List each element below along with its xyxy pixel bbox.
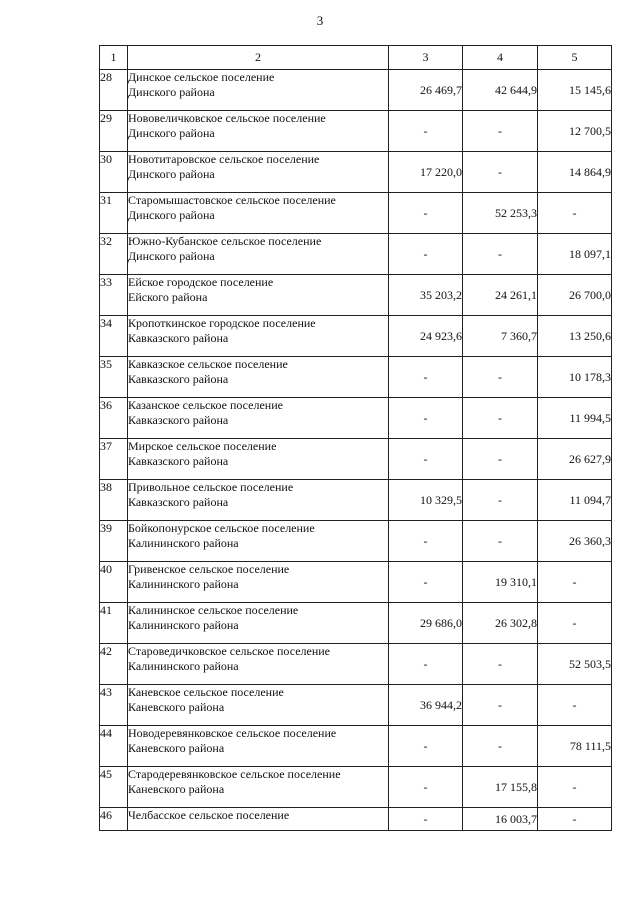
column-header: 4 <box>463 46 538 70</box>
value-col-5: 10 178,3 <box>538 357 612 398</box>
value-col-5: - <box>538 603 612 644</box>
row-number: 28 <box>100 70 128 111</box>
value-col-3: 29 686,0 <box>389 603 463 644</box>
settlement-name: Бойкопонурское сельское поселение Калининского района <box>128 521 389 562</box>
value-col-4: - <box>463 685 538 726</box>
value-col-4: 52 253,3 <box>463 193 538 234</box>
settlement-name: Казанское сельское поселение Кавказского района <box>128 398 389 439</box>
settlement-name: Стародеревянковское сельское поселение Каневского района <box>128 767 389 808</box>
value-col-4: 7 360,7 <box>463 316 538 357</box>
value-col-3: - <box>389 398 463 439</box>
settlement-name: Челбасское сельское поселение <box>128 808 389 831</box>
value-col-4: - <box>463 152 538 193</box>
table-row <box>100 767 612 808</box>
value-col-5: 14 864,9 <box>538 152 612 193</box>
table-body <box>100 70 612 831</box>
table-row <box>100 808 612 831</box>
value-col-3: 36 944,2 <box>389 685 463 726</box>
settlement-name: Новотитаровское сельское поселение Динского района <box>128 152 389 193</box>
value-col-5: 26 360,3 <box>538 521 612 562</box>
row-number: 35 <box>100 357 128 398</box>
value-col-4: 16 003,7 <box>463 808 538 831</box>
value-col-5: 18 097,1 <box>538 234 612 275</box>
value-col-3: 35 203,2 <box>389 275 463 316</box>
table-row <box>100 562 612 603</box>
value-col-5: 11 994,5 <box>538 398 612 439</box>
row-number: 41 <box>100 603 128 644</box>
settlement-name: Кропоткинское городское поселение Кавказского района <box>128 316 389 357</box>
row-number: 31 <box>100 193 128 234</box>
value-col-3: 17 220,0 <box>389 152 463 193</box>
value-col-5: - <box>538 767 612 808</box>
value-col-5: 12 700,5 <box>538 111 612 152</box>
row-number: 36 <box>100 398 128 439</box>
value-col-4: - <box>463 111 538 152</box>
row-number: 38 <box>100 480 128 521</box>
value-col-5: 11 094,7 <box>538 480 612 521</box>
table-row <box>100 70 612 111</box>
value-col-4: 19 310,1 <box>463 562 538 603</box>
table-header-row <box>100 46 612 70</box>
table-row <box>100 726 612 767</box>
value-col-4: - <box>463 439 538 480</box>
row-number: 33 <box>100 275 128 316</box>
table-row <box>100 275 612 316</box>
settlement-name: Калининское сельское поселение Калининского района <box>128 603 389 644</box>
value-col-5: 52 503,5 <box>538 644 612 685</box>
row-number: 40 <box>100 562 128 603</box>
row-number: 46 <box>100 808 128 831</box>
row-number: 32 <box>100 234 128 275</box>
page-number: 3 <box>316 13 324 28</box>
row-number: 34 <box>100 316 128 357</box>
value-col-4: 17 155,8 <box>463 767 538 808</box>
settlement-name: Южно-Кубанское сельское поселение Динского района <box>128 234 389 275</box>
value-col-3: - <box>389 767 463 808</box>
value-col-3: - <box>389 726 463 767</box>
value-col-4: 42 644,9 <box>463 70 538 111</box>
value-col-3: 10 329,5 <box>389 480 463 521</box>
value-col-4: - <box>463 234 538 275</box>
allocation-table <box>99 45 612 831</box>
settlement-name: Гривенское сельское поселение Калининского района <box>128 562 389 603</box>
row-number: 44 <box>100 726 128 767</box>
value-col-4: - <box>463 521 538 562</box>
value-col-3: - <box>389 521 463 562</box>
settlement-name: Ейское городское поселение Ейского района <box>128 275 389 316</box>
settlement-name: Динское сельское поселение Динского района <box>128 70 389 111</box>
value-col-3: - <box>389 193 463 234</box>
table-row <box>100 685 612 726</box>
value-col-5: 78 111,5 <box>538 726 612 767</box>
value-col-4: 26 302,8 <box>463 603 538 644</box>
table-row <box>100 111 612 152</box>
value-col-3: - <box>389 439 463 480</box>
value-col-4: - <box>463 480 538 521</box>
value-col-5: - <box>538 193 612 234</box>
value-col-4: - <box>463 644 538 685</box>
table-row <box>100 603 612 644</box>
value-col-4: - <box>463 357 538 398</box>
table-row <box>100 398 612 439</box>
table-row <box>100 480 612 521</box>
table-row <box>100 316 612 357</box>
table-row <box>100 439 612 480</box>
value-col-3: - <box>389 644 463 685</box>
value-col-4: - <box>463 398 538 439</box>
settlement-name: Привольное сельское поселение Кавказского района <box>128 480 389 521</box>
value-col-3: 24 923,6 <box>389 316 463 357</box>
row-number: 45 <box>100 767 128 808</box>
table-row <box>100 152 612 193</box>
settlement-name: Староведичковское сельское поселение Калининского района <box>128 644 389 685</box>
row-number: 42 <box>100 644 128 685</box>
value-col-3: - <box>389 562 463 603</box>
column-header: 3 <box>389 46 463 70</box>
value-col-5: 26 700,0 <box>538 275 612 316</box>
table-row <box>100 234 612 275</box>
value-col-3: 26 469,7 <box>389 70 463 111</box>
column-header: 2 <box>128 46 389 70</box>
table-row <box>100 193 612 234</box>
row-number: 30 <box>100 152 128 193</box>
row-number: 37 <box>100 439 128 480</box>
settlement-name: Кавказское сельское поселение Кавказского района <box>128 357 389 398</box>
table-row <box>100 521 612 562</box>
value-col-5: 15 145,6 <box>538 70 612 111</box>
value-col-3: - <box>389 808 463 831</box>
row-number: 29 <box>100 111 128 152</box>
value-col-5: - <box>538 808 612 831</box>
settlement-name: Каневское сельское поселение Каневского района <box>128 685 389 726</box>
settlement-name: Новодеревянковское сельское поселение Каневского района <box>128 726 389 767</box>
value-col-4: 24 261,1 <box>463 275 538 316</box>
table-row <box>100 357 612 398</box>
row-number: 39 <box>100 521 128 562</box>
table-row <box>100 644 612 685</box>
settlement-name: Старомышастовское сельское поселение Динского района <box>128 193 389 234</box>
row-number: 43 <box>100 685 128 726</box>
value-col-5: 13 250,6 <box>538 316 612 357</box>
value-col-4: - <box>463 726 538 767</box>
settlement-name: Мирское сельское поселение Кавказского района <box>128 439 389 480</box>
value-col-3: - <box>389 111 463 152</box>
column-header: 5 <box>538 46 612 70</box>
value-col-5: - <box>538 685 612 726</box>
value-col-5: 26 627,9 <box>538 439 612 480</box>
value-col-3: - <box>389 234 463 275</box>
column-header: 1 <box>100 46 128 70</box>
value-col-5: - <box>538 562 612 603</box>
settlement-name: Нововеличковское сельское поселение Динского района <box>128 111 389 152</box>
value-col-3: - <box>389 357 463 398</box>
